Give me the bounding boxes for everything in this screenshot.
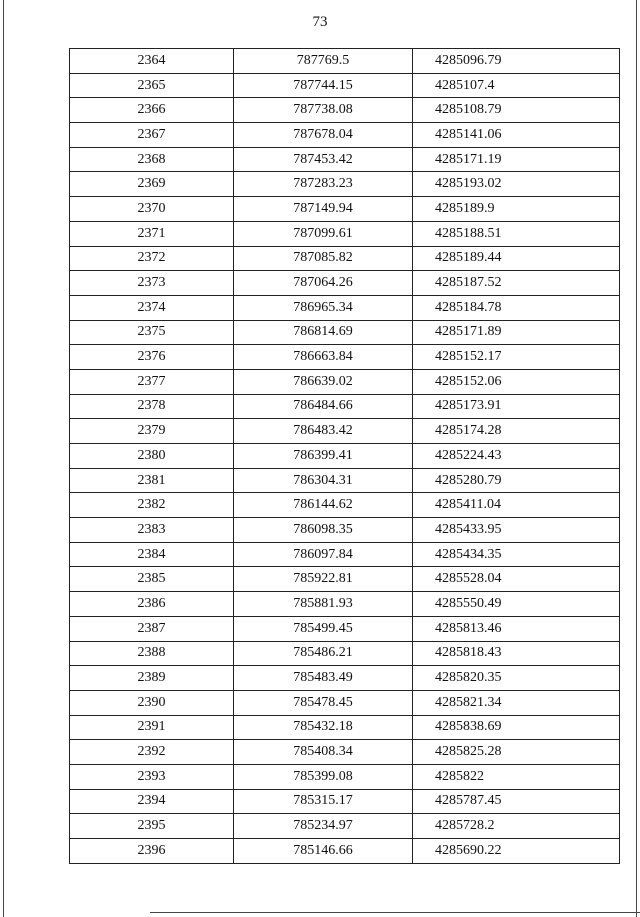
x-coordinate-cell: 785432.18 (234, 715, 413, 740)
table-row (70, 518, 620, 543)
x-coordinate-cell: 786814.69 (234, 320, 413, 345)
point-number-cell: 2377 (70, 369, 234, 394)
y-coordinate-cell: 4285171.89 (413, 320, 620, 345)
x-coordinate-cell: 786097.84 (234, 542, 413, 567)
y-coordinate-cell: 4285690.22 (413, 839, 620, 864)
x-coordinate-cell: 785483.49 (234, 666, 413, 691)
y-coordinate-cell: 4285813.46 (413, 616, 620, 641)
table-row (70, 197, 620, 222)
table-row (70, 49, 620, 74)
y-coordinate-cell: 4285822 (413, 764, 620, 789)
point-number-cell: 2390 (70, 690, 234, 715)
table-row (70, 839, 620, 864)
x-coordinate-cell: 786399.41 (234, 444, 413, 469)
y-coordinate-cell: 4285550.49 (413, 592, 620, 617)
x-coordinate-cell: 785315.17 (234, 789, 413, 814)
point-number-cell: 2366 (70, 98, 234, 123)
table-row (70, 73, 620, 98)
y-coordinate-cell: 4285821.34 (413, 690, 620, 715)
x-coordinate-cell: 787744.15 (234, 73, 413, 98)
point-number-cell: 2384 (70, 542, 234, 567)
x-coordinate-cell: 785408.34 (234, 740, 413, 765)
x-coordinate-cell: 787678.04 (234, 123, 413, 148)
point-number-cell: 2395 (70, 814, 234, 839)
y-coordinate-cell: 4285433.95 (413, 518, 620, 543)
table-row (70, 567, 620, 592)
page-edge-left (3, 0, 4, 917)
point-number-cell: 2389 (70, 666, 234, 691)
point-number-cell: 2386 (70, 592, 234, 617)
y-coordinate-cell: 4285174.28 (413, 419, 620, 444)
x-coordinate-cell: 785399.08 (234, 764, 413, 789)
x-coordinate-cell: 786304.31 (234, 468, 413, 493)
point-number-cell: 2388 (70, 641, 234, 666)
x-coordinate-cell: 786965.34 (234, 295, 413, 320)
coordinates-table (69, 48, 620, 864)
table-row (70, 419, 620, 444)
table-row (70, 295, 620, 320)
point-number-cell: 2372 (70, 246, 234, 271)
x-coordinate-cell: 786098.35 (234, 518, 413, 543)
point-number-cell: 2371 (70, 221, 234, 246)
table-row (70, 369, 620, 394)
table-row (70, 764, 620, 789)
x-coordinate-cell: 787453.42 (234, 147, 413, 172)
y-coordinate-cell: 4285193.02 (413, 172, 620, 197)
point-number-cell: 2374 (70, 295, 234, 320)
point-number-cell: 2364 (70, 49, 234, 74)
x-coordinate-cell: 787064.26 (234, 271, 413, 296)
table-row (70, 493, 620, 518)
table-row (70, 542, 620, 567)
table-row (70, 468, 620, 493)
y-coordinate-cell: 4285187.52 (413, 271, 620, 296)
y-coordinate-cell: 4285224.43 (413, 444, 620, 469)
table-row (70, 98, 620, 123)
point-number-cell: 2396 (70, 839, 234, 864)
table-row (70, 345, 620, 370)
x-coordinate-cell: 786639.02 (234, 369, 413, 394)
x-coordinate-cell: 787769.5 (234, 49, 413, 74)
point-number-cell: 2394 (70, 789, 234, 814)
x-coordinate-cell: 785146.66 (234, 839, 413, 864)
x-coordinate-cell: 786663.84 (234, 345, 413, 370)
point-number-cell: 2368 (70, 147, 234, 172)
x-coordinate-cell: 787085.82 (234, 246, 413, 271)
point-number-cell: 2379 (70, 419, 234, 444)
x-coordinate-cell: 786144.62 (234, 493, 413, 518)
x-coordinate-cell: 785478.45 (234, 690, 413, 715)
table-row (70, 444, 620, 469)
table-row (70, 740, 620, 765)
point-number-cell: 2367 (70, 123, 234, 148)
point-number-cell: 2381 (70, 468, 234, 493)
y-coordinate-cell: 4285184.78 (413, 295, 620, 320)
y-coordinate-cell: 4285171.19 (413, 147, 620, 172)
point-number-cell: 2392 (70, 740, 234, 765)
x-coordinate-cell: 785234.97 (234, 814, 413, 839)
table-row (70, 814, 620, 839)
point-number-cell: 2380 (70, 444, 234, 469)
y-coordinate-cell: 4285096.79 (413, 49, 620, 74)
y-coordinate-cell: 4285820.35 (413, 666, 620, 691)
y-coordinate-cell: 4285152.17 (413, 345, 620, 370)
point-number-cell: 2378 (70, 394, 234, 419)
x-coordinate-cell: 786484.66 (234, 394, 413, 419)
table-row (70, 666, 620, 691)
point-number-cell: 2373 (70, 271, 234, 296)
table-row (70, 147, 620, 172)
page-edge-bottom (150, 912, 640, 913)
y-coordinate-cell: 4285838.69 (413, 715, 620, 740)
x-coordinate-cell: 786483.42 (234, 419, 413, 444)
table-row (70, 271, 620, 296)
y-coordinate-cell: 4285141.06 (413, 123, 620, 148)
y-coordinate-cell: 4285189.9 (413, 197, 620, 222)
point-number-cell: 2383 (70, 518, 234, 543)
y-coordinate-cell: 4285825.28 (413, 740, 620, 765)
y-coordinate-cell: 4285107.4 (413, 73, 620, 98)
table-row (70, 715, 620, 740)
table-row (70, 789, 620, 814)
y-coordinate-cell: 4285411.04 (413, 493, 620, 518)
x-coordinate-cell: 787149.94 (234, 197, 413, 222)
y-coordinate-cell: 4285728.2 (413, 814, 620, 839)
point-number-cell: 2370 (70, 197, 234, 222)
y-coordinate-cell: 4285280.79 (413, 468, 620, 493)
table-row (70, 641, 620, 666)
x-coordinate-cell: 785486.21 (234, 641, 413, 666)
y-coordinate-cell: 4285173.91 (413, 394, 620, 419)
x-coordinate-cell: 785881.93 (234, 592, 413, 617)
y-coordinate-cell: 4285189.44 (413, 246, 620, 271)
point-number-cell: 2376 (70, 345, 234, 370)
table-row (70, 221, 620, 246)
table-row (70, 394, 620, 419)
table-row (70, 690, 620, 715)
y-coordinate-cell: 4285152.06 (413, 369, 620, 394)
page-edge-right (636, 0, 637, 917)
y-coordinate-cell: 4285528.04 (413, 567, 620, 592)
table-body (70, 49, 620, 864)
table-row (70, 172, 620, 197)
x-coordinate-cell: 787099.61 (234, 221, 413, 246)
page-number: 73 (312, 14, 328, 30)
x-coordinate-cell: 787283.23 (234, 172, 413, 197)
y-coordinate-cell: 4285434.35 (413, 542, 620, 567)
y-coordinate-cell: 4285787.45 (413, 789, 620, 814)
y-coordinate-cell: 4285188.51 (413, 221, 620, 246)
x-coordinate-cell: 785499.45 (234, 616, 413, 641)
point-number-cell: 2382 (70, 493, 234, 518)
y-coordinate-cell: 4285108.79 (413, 98, 620, 123)
x-coordinate-cell: 787738.08 (234, 98, 413, 123)
point-number-cell: 2385 (70, 567, 234, 592)
x-coordinate-cell: 785922.81 (234, 567, 413, 592)
table-row (70, 123, 620, 148)
table-row (70, 592, 620, 617)
table-row (70, 616, 620, 641)
point-number-cell: 2391 (70, 715, 234, 740)
y-coordinate-cell: 4285818.43 (413, 641, 620, 666)
table-row (70, 320, 620, 345)
table-row (70, 246, 620, 271)
point-number-cell: 2387 (70, 616, 234, 641)
point-number-cell: 2369 (70, 172, 234, 197)
point-number-cell: 2375 (70, 320, 234, 345)
point-number-cell: 2393 (70, 764, 234, 789)
point-number-cell: 2365 (70, 73, 234, 98)
